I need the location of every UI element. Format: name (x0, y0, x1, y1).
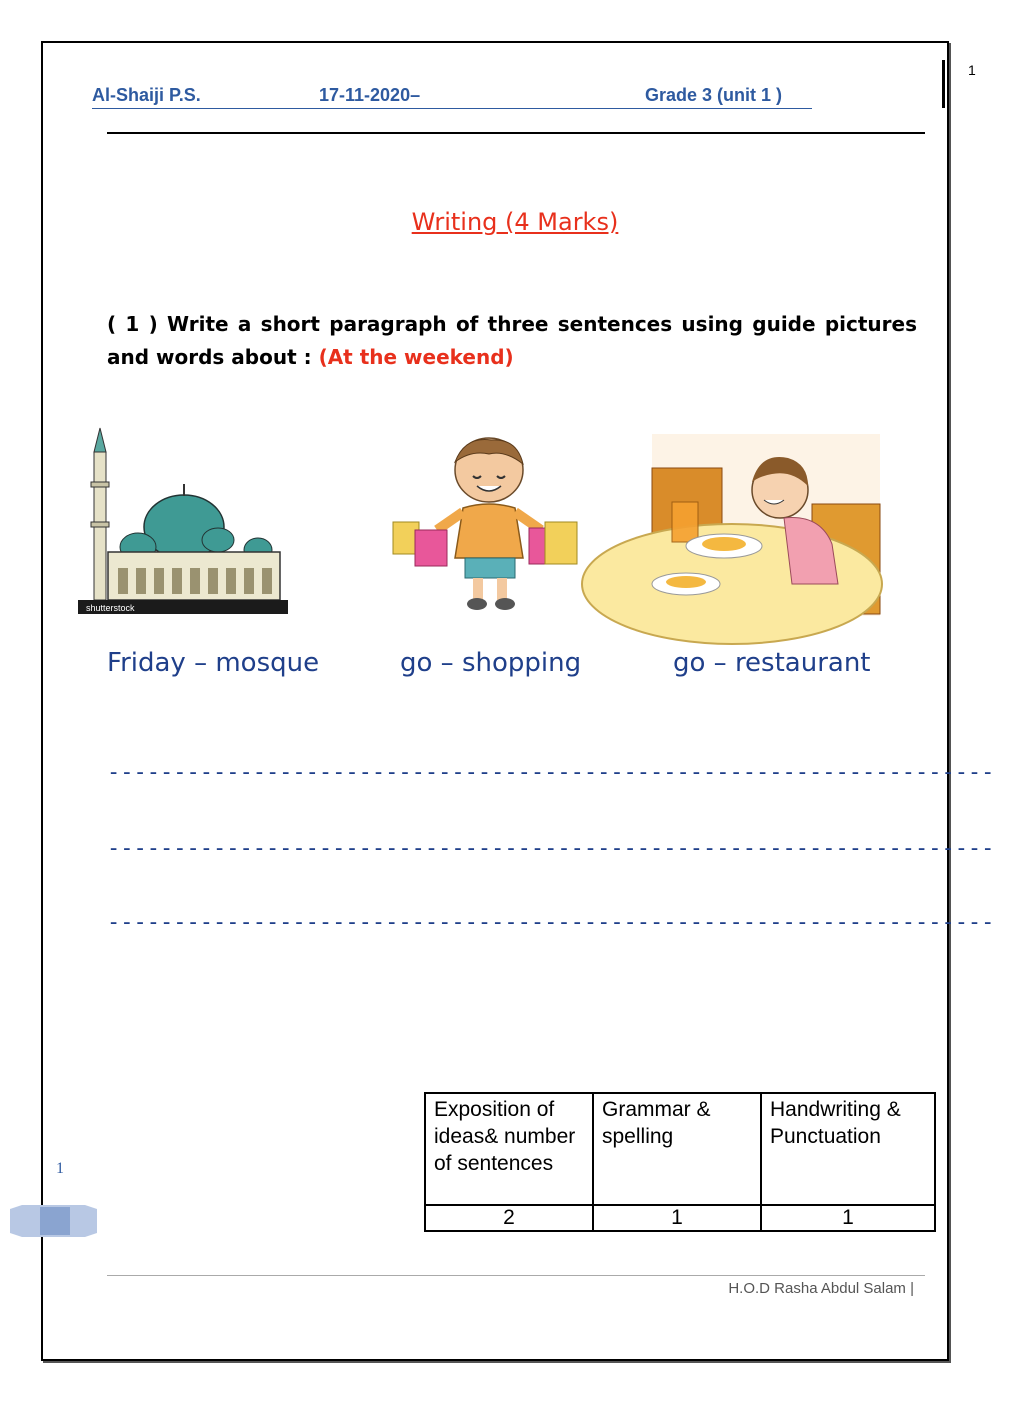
section-title: Writing (4 Marks) (411, 208, 619, 236)
page-number: 1 (968, 62, 976, 78)
rubric-score: 2 (425, 1205, 593, 1231)
side-number: 1 (56, 1160, 64, 1177)
page-tab-graphic (10, 1205, 97, 1237)
rubric-header: Exposition of ideas& number of sentences (425, 1093, 593, 1205)
rubric-header: Handwriting & Punctuation (761, 1093, 935, 1205)
school-name: Al-Shaiji P.S. (92, 85, 201, 105)
guide-word-mosque: Friday – mosque (107, 648, 320, 678)
boy-restaurant-icon (652, 434, 880, 616)
header-rule (107, 132, 925, 134)
header-underline (92, 108, 812, 109)
rubric-score: 1 (593, 1205, 761, 1231)
mosque-icon (78, 422, 288, 614)
header-grade: Grade 3 (unit 1 ) (645, 85, 783, 105)
writing-line[interactable]: ------------------------------------------------------------------- (107, 760, 995, 785)
header-date: 17-11-2020– (319, 85, 421, 105)
boy-shopping-icon (385, 430, 600, 620)
writing-line[interactable]: ------------------------------------------------------------------- (107, 836, 995, 861)
question-text: ( 1 ) Write a short paragraph of three sentences using guide pictures and words about : (At the weekend) (107, 312, 917, 369)
margin-bar (942, 60, 945, 108)
guide-word-restaurant: go – restaurant (673, 648, 871, 678)
watermark-label: shutterstock (86, 603, 135, 613)
rubric-header: Grammar & spelling (593, 1093, 761, 1205)
writing-line[interactable]: ------------------------------------------------------------------- (107, 910, 995, 935)
rubric-score: 1 (761, 1205, 935, 1231)
footer-rule (107, 1275, 925, 1276)
rubric-table (424, 1092, 936, 1232)
footer-text: H.O.D Rasha Abdul Salam | (728, 1280, 914, 1297)
guide-word-shopping: go – shopping (400, 648, 582, 678)
question-topic: (At the weekend) (318, 345, 514, 369)
